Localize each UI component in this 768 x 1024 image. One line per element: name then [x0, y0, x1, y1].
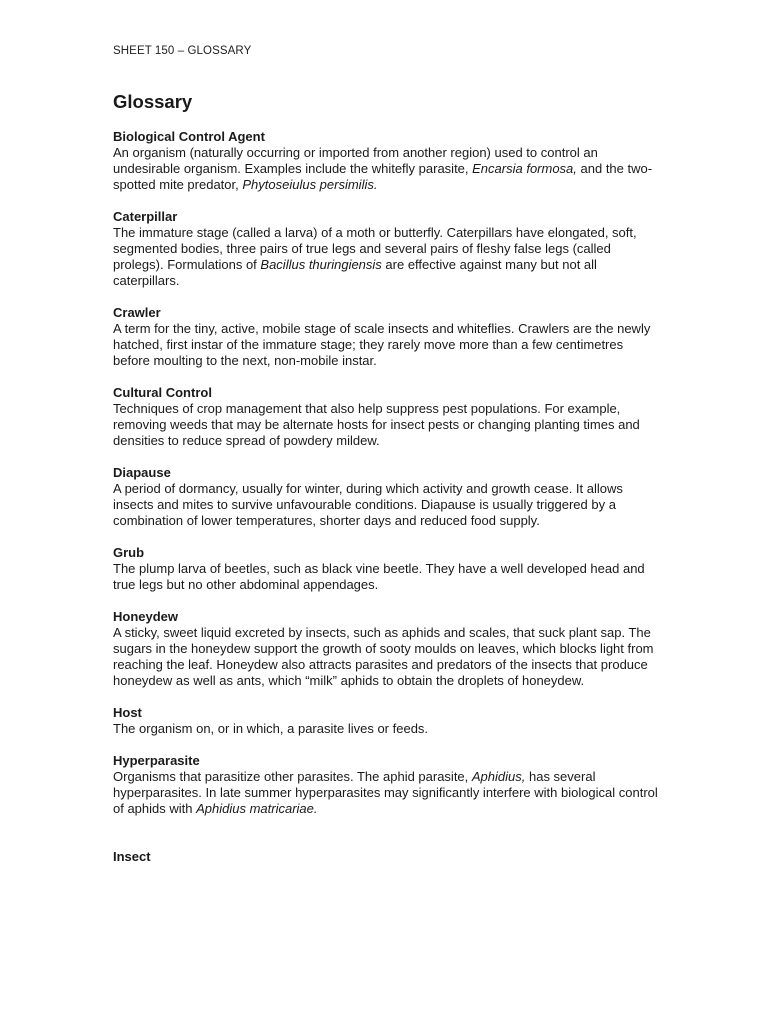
- definition-italic-text: Phytoseiulus persimilis.: [242, 177, 378, 192]
- glossary-definition: [113, 401, 658, 449]
- glossary-entry: [113, 209, 658, 289]
- glossary-definition: [113, 481, 658, 529]
- glossary-term: Biological Control Agent: [113, 129, 265, 144]
- definition-text: A term for the tiny, active, mobile stage of scale insects and whiteflies. Crawlers are the newly hatched, first instar of the immature stage; they rarely move more than a few centimetres before moulting to the next, non-mobile instar.: [113, 321, 651, 368]
- glossary-term: Caterpillar: [113, 209, 178, 224]
- definition-text: A period of dormancy, usually for winter, during which activity and growth cease. It allows insects and mites to survive unfavourable conditions. Diapause is usually triggered by a combination of lower temperatures, shorter days and reduced food supply.: [113, 481, 623, 528]
- definition-text: The plump larva of beetles, such as black vine beetle. They have a well developed head and true legs but no other abdominal appendages.: [113, 561, 645, 592]
- glossary-term: Cultural Control: [113, 385, 212, 400]
- glossary-entry: [113, 305, 658, 369]
- glossary-entry: [113, 753, 658, 817]
- glossary-definition: [113, 721, 658, 737]
- glossary-definition: [113, 145, 658, 193]
- definition-text: A sticky, sweet liquid excreted by insects, such as aphids and scales, that suck plant sap. The sugars in the honeydew support the growth of sooty moulds on leaves, which blocks light from reaching the leaf. Honeydew also attracts parasites and predators of the insects that produce honeydew as well as ants, which “milk” aphids to obtain the droplets of honeydew.: [113, 625, 654, 688]
- glossary-list: [113, 129, 658, 881]
- glossary-entry: [113, 129, 658, 193]
- glossary-definition: [113, 225, 658, 289]
- glossary-term: Honeydew: [113, 609, 179, 624]
- definition-italic-text: Encarsia formosa,: [472, 161, 577, 176]
- definition-text: An organism (naturally occurring or imported from another region) used to control an undesirable organism. Examples include the whitefly parasite,: [113, 145, 598, 176]
- glossary-term: Crawler: [113, 305, 161, 320]
- glossary-definition: [113, 561, 658, 593]
- glossary-term: Insect: [113, 849, 151, 864]
- definition-text: Organisms that parasitize other parasites. The aphid parasite,: [113, 769, 472, 784]
- glossary-term: Grub: [113, 545, 145, 560]
- glossary-term: Host: [113, 705, 142, 720]
- page-title: Glossary: [113, 91, 193, 112]
- glossary-entry: [113, 385, 658, 449]
- definition-text: and the two-spotted mite predator,: [113, 161, 653, 192]
- definition-text: The immature stage (called a larva) of a moth or butterfly. Caterpillars have elongated, soft, segmented bodies, three pairs of true legs and several pairs of fleshy false legs (called prolegs). Formulations of: [113, 225, 637, 272]
- glossary-entry: [113, 545, 658, 593]
- glossary-entry: [113, 705, 658, 737]
- definition-italic-text: Aphidius,: [471, 769, 526, 784]
- definition-italic-text: Aphidius matricariae.: [196, 801, 318, 816]
- definition-text: Techniques of crop management that also help suppress pest populations. For example, removing weeds that may be alternate hosts for insect pests or changing planting times and densities to reduce spread of powdery mildew.: [113, 401, 640, 448]
- glossary-entry: [113, 849, 658, 865]
- definition-text: The organism on, or in which, a parasite lives or feeds.: [113, 721, 429, 736]
- sheet-header: SHEET 150 – GLOSSARY: [113, 45, 252, 57]
- glossary-entry: [113, 609, 658, 689]
- glossary-term: Hyperparasite: [113, 753, 200, 768]
- definition-text: has several hyperparasites. In late summer hyperparasites may significantly interfere with biological control of aphids with: [113, 769, 658, 816]
- glossary-entry: [113, 465, 658, 529]
- glossary-definition: [113, 625, 658, 689]
- definition-italic-text: Bacillus thuringiensis: [260, 257, 382, 272]
- glossary-definition: [113, 769, 658, 817]
- glossary-definition: [113, 321, 658, 369]
- definition-text: are effective against many but not all caterpillars.: [113, 257, 597, 288]
- glossary-term: Diapause: [113, 465, 171, 480]
